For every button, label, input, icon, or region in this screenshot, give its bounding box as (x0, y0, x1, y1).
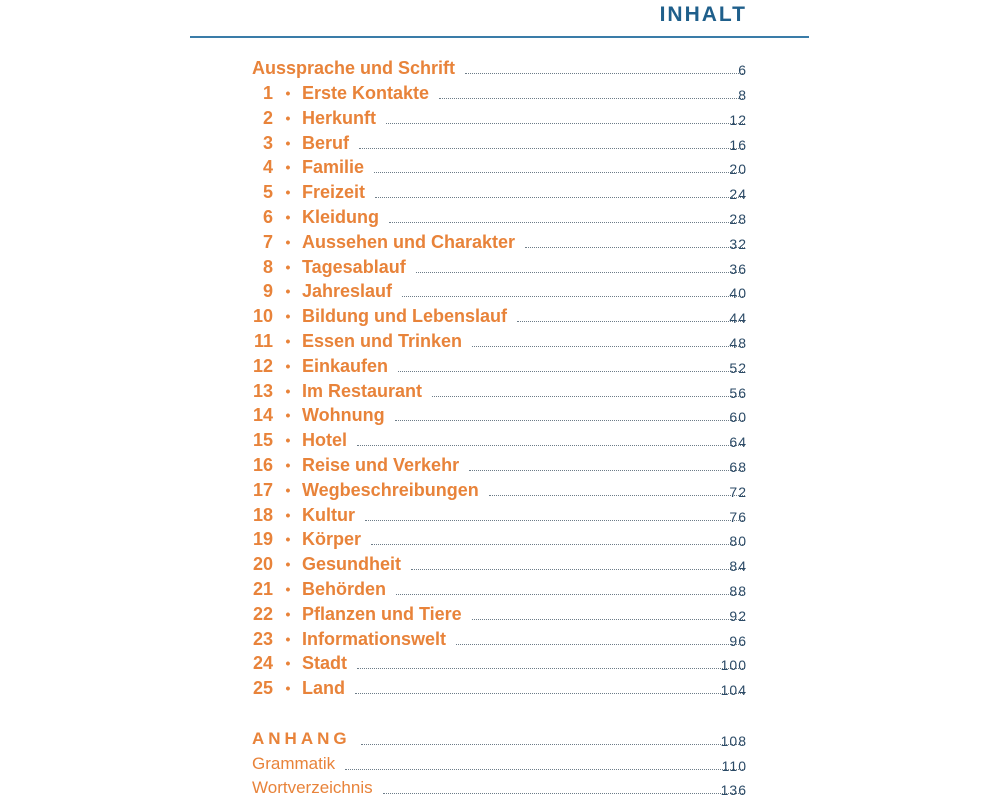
dot-leader (383, 793, 745, 794)
dot-leader (345, 769, 745, 770)
toc-entry-page: 68 (729, 459, 747, 475)
toc-entry-page: 88 (729, 583, 747, 599)
dot-leader (389, 222, 745, 223)
chapter-number: 15 (252, 430, 273, 451)
dot-leader (489, 495, 745, 496)
toc-entry-page: 28 (729, 211, 747, 227)
chapter-number: 2 (262, 107, 273, 128)
bullet-icon: • (285, 407, 291, 424)
toc-entry-label: Herkunft (302, 107, 377, 128)
toc-entry-label: Gesundheit (302, 554, 402, 575)
bullet-icon: • (285, 85, 291, 101)
toc-entry-chapter[interactable] (0, 602, 1000, 626)
bullet-icon: • (285, 432, 291, 449)
dot-leader (365, 520, 745, 521)
toc-entry-label: Bildung und Lebenslauf (302, 306, 507, 327)
dot-leader (355, 693, 745, 694)
toc-entry-label: Reise und Verkehr (302, 455, 460, 475)
chapter-number: 8 (262, 256, 273, 277)
dot-leader (371, 544, 745, 545)
toc-entry-page: 96 (729, 632, 747, 649)
chapter-number: 23 (252, 628, 273, 649)
dot-leader (402, 296, 745, 297)
toc-entry-label: Essen und Trinken (302, 331, 463, 351)
dot-leader (456, 644, 745, 645)
toc-entry-page: 44 (729, 310, 747, 327)
toc-entry-label: Wortverzeichnis (252, 778, 373, 797)
dot-leader (398, 371, 745, 372)
toc-entry-label: Einkaufen (302, 355, 389, 376)
toc-entry-chapter[interactable] (0, 81, 1000, 105)
toc-entry-page: 6 (738, 62, 747, 78)
toc-entry-page: 100 (720, 657, 747, 674)
toc-entry-chapter[interactable] (0, 503, 1000, 527)
chapter-number: 14 (252, 405, 273, 426)
toc-entry-chapter[interactable] (0, 552, 1000, 576)
chapter-number: 10 (252, 306, 273, 327)
toc-entry-intro[interactable] (0, 56, 1000, 80)
bullet-icon: • (285, 109, 291, 126)
toc-entry-label: Aussprache und Schrift (252, 58, 456, 78)
dot-leader (357, 445, 745, 446)
toc-entry-chapter[interactable] (0, 155, 1000, 179)
bullet-icon: • (285, 556, 291, 573)
bullet-icon: • (285, 283, 291, 300)
chapter-number: 25 (252, 678, 273, 699)
toc-entry-chapter[interactable] (0, 651, 1000, 675)
toc-entry-chapter[interactable] (0, 180, 1000, 204)
toc-entry-label: Behörden (302, 579, 387, 599)
toc-entry-label: Grammatik (252, 754, 336, 773)
dot-leader (465, 73, 745, 74)
toc-entry-chapter[interactable] (0, 527, 1000, 551)
dot-leader (472, 346, 745, 347)
chapter-number: 12 (252, 355, 273, 376)
toc-entry-page: 24 (729, 186, 747, 203)
toc-entry-page: 40 (729, 285, 747, 302)
bullet-icon: • (285, 655, 291, 672)
toc-entry-label: Erste Kontakte (302, 83, 430, 103)
chapter-number: 19 (252, 529, 273, 550)
dot-leader (374, 172, 745, 173)
bullet-icon: • (285, 159, 291, 176)
dot-leader (361, 744, 745, 745)
dot-leader (439, 98, 745, 99)
dot-leader (375, 197, 745, 198)
toc-entry-chapter[interactable] (0, 478, 1000, 502)
page-title: INHALT (659, 3, 747, 26)
toc-entry-chapter[interactable] (0, 279, 1000, 303)
dot-leader (395, 420, 745, 421)
toc-entry-label: Wohnung (302, 405, 385, 426)
toc-entry-page: 72 (729, 483, 747, 500)
chapter-number: 3 (262, 132, 273, 153)
chapter-number: 4 (262, 157, 273, 178)
toc-entry-chapter[interactable] (0, 230, 1000, 254)
toc-entry-page: 104 (720, 682, 747, 699)
toc-entry-page: 12 (729, 111, 747, 128)
dot-leader (416, 272, 745, 273)
chapter-number: 18 (252, 504, 273, 525)
chapter-number: 16 (252, 455, 273, 475)
toc-entry-page: 16 (729, 136, 747, 153)
toc-entry-page: 32 (729, 235, 747, 252)
dot-leader (432, 396, 745, 397)
dot-leader (411, 569, 745, 570)
chapter-number: 6 (262, 207, 273, 227)
toc-entry-chapter[interactable] (0, 627, 1000, 651)
toc-entry-label: Hotel (302, 430, 347, 451)
toc-entry-page: 110 (721, 758, 747, 774)
toc-entry-chapter[interactable] (0, 329, 1000, 353)
toc-entry-chapter[interactable] (0, 106, 1000, 130)
header-divider (190, 36, 809, 38)
toc-entry-label: Aussehen und Charakter (302, 231, 516, 252)
dot-leader (396, 594, 745, 595)
bullet-icon: • (285, 680, 291, 697)
dot-leader (386, 123, 745, 124)
toc-entry-chapter[interactable] (0, 205, 1000, 229)
toc-entry-label: Körper (302, 529, 362, 550)
chapter-number: 1 (262, 83, 273, 103)
toc-entry-label: Informationswelt (302, 628, 447, 649)
bullet-icon: • (285, 506, 291, 523)
dot-leader (517, 321, 745, 322)
bullet-icon: • (285, 209, 291, 225)
toc-entry-label: Freizeit (302, 182, 366, 203)
toc-entry-appendix[interactable] (0, 727, 1000, 751)
dot-leader (357, 668, 745, 669)
chapter-number: 22 (252, 603, 273, 624)
toc-entry-page: 64 (729, 434, 747, 451)
chapter-number: 13 (252, 380, 273, 401)
toc-entry-label: Familie (302, 157, 365, 178)
toc-entry-page: 52 (729, 359, 747, 376)
toc-entry-chapter[interactable] (0, 428, 1000, 452)
chapter-number: 17 (252, 479, 273, 500)
bullet-icon: • (285, 481, 291, 498)
toc-entry-page: 60 (729, 409, 747, 426)
chapter-number: 9 (262, 281, 273, 302)
dot-leader (469, 470, 745, 471)
toc-entry-chapter[interactable] (0, 453, 1000, 477)
chapter-number: 24 (252, 653, 273, 674)
toc-entry-page: 36 (729, 260, 747, 277)
bullet-icon: • (285, 630, 291, 647)
toc-entry-wortverzeichnis[interactable] (0, 776, 1000, 800)
toc-entry-page: 108 (720, 733, 747, 749)
toc-entry-label: Kultur (302, 504, 355, 525)
toc-entry-chapter[interactable] (0, 354, 1000, 378)
toc-entry-label: Jahreslauf (302, 281, 393, 302)
dot-leader (359, 148, 745, 149)
toc-entry-label: Beruf (302, 132, 350, 153)
bullet-icon: • (285, 531, 291, 548)
toc-entry-grammatik[interactable] (0, 752, 1000, 776)
toc-entry-label: Land (302, 678, 345, 699)
toc-entry-chapter[interactable] (0, 255, 1000, 279)
toc-entry-page: 56 (729, 384, 747, 401)
chapter-number: 5 (262, 182, 273, 203)
toc-entry-chapter[interactable] (0, 304, 1000, 328)
bullet-icon: • (285, 357, 291, 374)
toc-entry-page: 80 (729, 533, 747, 550)
dot-leader (472, 619, 745, 620)
toc-entry-label: Wegbeschreibungen (302, 479, 479, 500)
toc-entry-label: Stadt (302, 653, 347, 674)
toc-entry-label: Pflanzen und Tiere (302, 603, 462, 624)
bullet-icon: • (285, 184, 291, 201)
toc-entry-chapter[interactable] (0, 577, 1000, 601)
toc-entry-chapter[interactable] (0, 131, 1000, 155)
toc-entry-label: ANHANG (252, 729, 351, 748)
toc-entry-page: 8 (738, 87, 747, 103)
toc-entry-chapter[interactable] (0, 403, 1000, 427)
bullet-icon: • (285, 134, 291, 151)
toc-entry-label: Kleidung (302, 207, 379, 227)
dot-leader (525, 247, 745, 248)
chapter-number: 7 (262, 231, 273, 252)
toc-entry-chapter[interactable] (0, 379, 1000, 403)
bullet-icon: • (285, 258, 291, 275)
toc-entry-page: 20 (729, 161, 747, 178)
bullet-icon: • (285, 457, 291, 473)
toc-entry-page: 84 (729, 558, 747, 575)
chapter-number: 11 (253, 331, 273, 351)
toc-entry-label: Im Restaurant (302, 380, 423, 401)
toc-entry-page: 92 (729, 607, 747, 624)
chapter-number: 21 (252, 579, 273, 599)
chapter-number: 20 (252, 554, 273, 575)
bullet-icon: • (285, 308, 291, 325)
toc-entry-page: 136 (720, 782, 747, 798)
bullet-icon: • (285, 233, 291, 250)
bullet-icon: • (285, 581, 291, 597)
bullet-icon: • (285, 382, 291, 399)
toc-entry-chapter[interactable] (0, 676, 1000, 700)
toc-entry-label: Tagesablauf (302, 256, 406, 277)
bullet-icon: • (285, 605, 291, 622)
toc-entry-page: 48 (729, 335, 747, 351)
toc-entry-page: 76 (729, 508, 747, 525)
bullet-icon: • (285, 333, 291, 349)
